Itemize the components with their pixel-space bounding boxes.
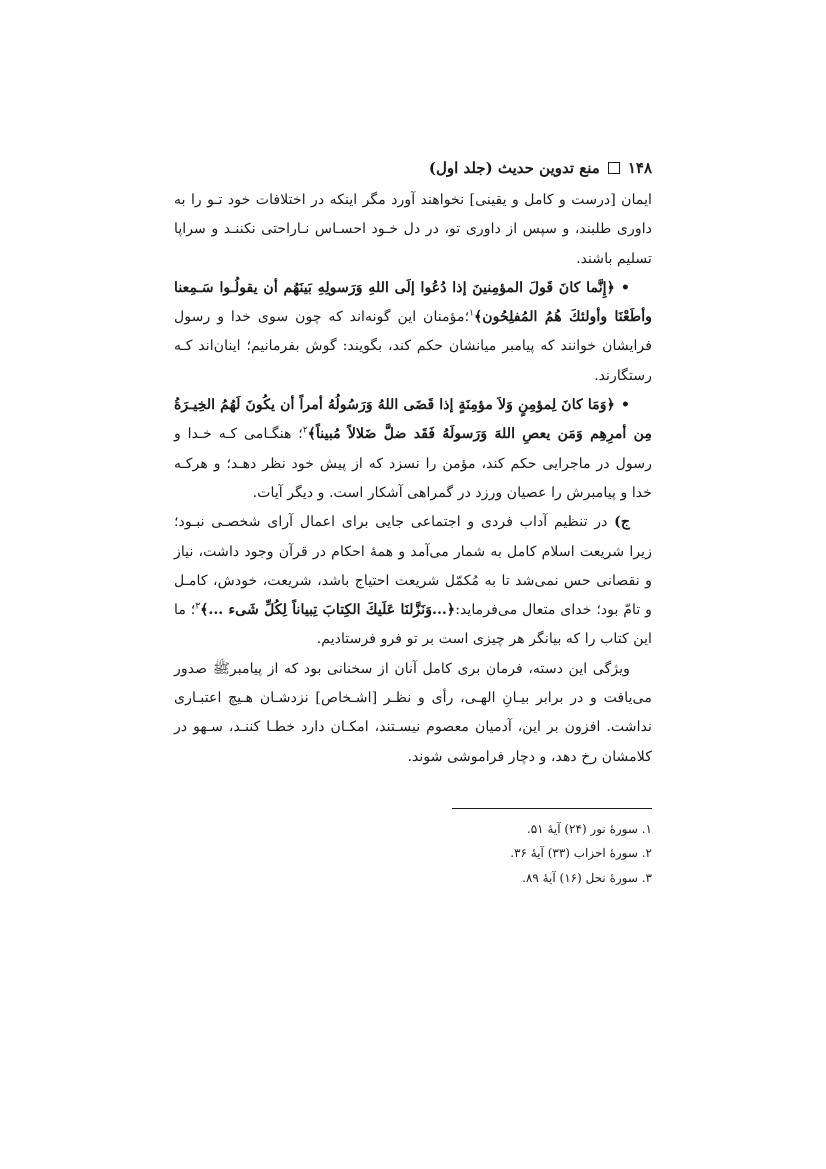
footnote-divider: [452, 808, 652, 809]
paragraph-3: [174, 391, 652, 508]
paragraph-3-text: ؛ هنگـامی کـه خـدا و رسول در ماجرایی حکم کند، مؤمن را نسزد که از پیش خود نظر دهـد؛ و هرکـه خدا و پیامبرش را عصیان ورزد در گمراهی آشکار است. و دیگر آیات.: [174, 426, 652, 501]
document-page: [174, 150, 652, 890]
paragraph-4-text-b: ؛ ما این کتاب را که بیانگر هر چیزی است بر تو فرو فرستادیم.: [174, 602, 652, 648]
bullet-icon: •: [620, 397, 630, 414]
paragraph-4: [174, 508, 652, 654]
body-text: [174, 186, 652, 772]
footnote-item: ۱. سورهٔ نور (۲۴) آیهٔ ۵۱.: [526, 821, 652, 836]
quran-verse-3: ﴿...وَنَزَّلنَا عَلَيكَ الكِتابَ تِبياناً لِكُلِّ شَیء ...﴾: [200, 602, 456, 619]
bullet-icon: •: [620, 279, 630, 296]
paragraph-2: [174, 274, 652, 391]
page-header: [174, 150, 652, 186]
footnote-ref-2[interactable]: ۲: [302, 425, 308, 436]
footnote-ref-1[interactable]: ۱: [469, 308, 474, 319]
paragraph-1: ایمان [درست و کامل و یقینی] نخواهند آورد مگر اینکه در اختلافات خود تـو را به داوری طلبند، و سپس از داوری تو، در دل خـود احسـاس نـاراحتی نکننـد و سراپا تسلیم باشند.: [174, 192, 652, 267]
paragraph-5: ویژگی این دسته، فرمان بری کامل آنان از سخنانی بود که از پیامبرﷺ صدور می‌یافت و در برابر بیـانِ الهـی، رأی و نظـر [اشـخاص] نزدشـان هـیچ اعتبـاری نداشت. افزون بر این، آدمیان معصوم نیسـتند، امکـان دارد خطـا کننـد، سـهو در کلامشان رخ دهد، و دچار فراموشی شوند.: [174, 660, 652, 765]
paragraph-2-text: ؛مؤمنان این گونه‌اند که چون سوی خدا و رسول فرایشان خوانند که پیامبر میانشان حکم کند، بگویند: گوش بفرمانیم؛ اینان‌اند کـه رستگارند.: [174, 309, 652, 384]
footnote-item: ۲. سورهٔ احزاب (۳۳) آیهٔ ۳۶.: [510, 846, 652, 861]
square-box-icon: [608, 162, 620, 174]
quran-verse-2: ﴿وَمَا كانَ لِمؤمِنٍ وَلاَ مؤمِنَةٍ إذا قَضَی اللهُ وَرَسُولُهُ أمراً أن يكُونَ لَهُمُ الخِيـرَةُ مِن أمرِهِم وَمَن يعصِ اللهَ وَرَسولَهُ فَقَد ضلَّ ضَلالاً مُبيناً﴾: [174, 397, 652, 443]
footnote-ref-3[interactable]: ۳: [195, 601, 201, 612]
running-title: منع تدوین حدیث (جلد اول): [428, 159, 600, 177]
footnotes: [174, 817, 652, 891]
footnote-item: ۳. سورهٔ نحل (۱۶) آیهٔ ۸۹.: [522, 870, 652, 885]
paragraph-4-text-a: در تنظیم آداب فردی و اجتماعی جایی برای اعمال آرای شخصـی نبـود؛ زیرا شریعت اسلام کامل به شمار می‌آمد و همهٔ احکام در قرآن وجود داشت، نیاز و نقصانی حس نمی‌شد تا به مُکمّل شریعت احتیاج باشد، شریعت، خودش، کامـل و تامّ بود؛ خدای متعال می‌فرماید:: [174, 514, 652, 619]
page-number: ۱۴۸: [627, 159, 652, 177]
quran-verse-1: ﴿إِنَّما كانَ قَولَ المؤمِنينَ إذا دُعُوا إلَی اللهِ وَرَسولِهِ بَينَهُم أن يقولُـوا سَـمِعنا وأطَعْنَا وأولئكَ هُمُ المُفلِحُون﴾: [174, 279, 652, 326]
section-label: ج): [614, 514, 630, 531]
